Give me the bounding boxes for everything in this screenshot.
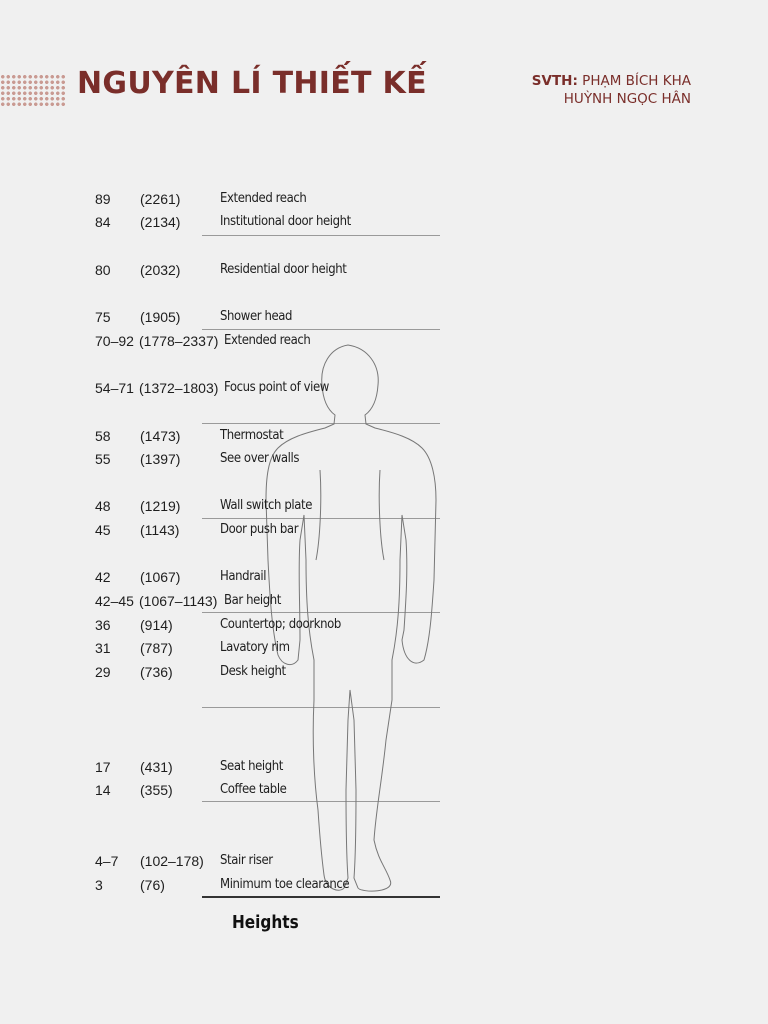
height-mm: (1372–1803)	[139, 380, 219, 396]
height-inches: 55	[95, 451, 111, 467]
height-inches: 54–71	[95, 380, 134, 396]
height-inches: 14	[95, 782, 111, 798]
height-inches: 42–45	[95, 593, 134, 609]
height-mm: (1473)	[140, 428, 181, 444]
height-label: Residential door height	[220, 262, 347, 277]
page-title: NGUYÊN LÍ THIẾT KẾ	[77, 66, 427, 101]
height-label: Stair riser	[220, 853, 273, 868]
height-inches: 48	[95, 498, 111, 514]
height-label: Extended reach	[220, 191, 307, 206]
authors-label: SVTH:	[531, 73, 578, 89]
height-inches: 89	[95, 191, 111, 207]
height-mm: (76)	[140, 877, 165, 893]
height-label: Desk height	[220, 664, 286, 679]
height-mm: (787)	[140, 640, 173, 656]
height-mm: (102–178)	[140, 853, 204, 869]
height-mm: (2134)	[140, 214, 181, 230]
height-mm: (736)	[140, 664, 173, 680]
height-label: Lavatory rim	[220, 640, 290, 655]
height-mm: (1219)	[140, 498, 181, 514]
height-inches: 29	[95, 664, 111, 680]
height-label: Extended reach	[224, 333, 311, 348]
height-label: Seat height	[220, 759, 283, 774]
height-inches: 84	[95, 214, 111, 230]
height-inches: 75	[95, 309, 111, 325]
height-inches: 36	[95, 617, 111, 633]
height-inches: 17	[95, 759, 111, 775]
height-mm: (1905)	[140, 309, 181, 325]
height-inches: 70–92	[95, 333, 134, 349]
height-label: Coffee table	[220, 782, 287, 797]
height-label: Institutional door height	[220, 214, 351, 229]
height-inches: 4–7	[95, 853, 119, 869]
height-inches: 45	[95, 522, 111, 538]
height-mm: (1778–2337)	[139, 333, 219, 349]
height-label: Minimum toe clearance	[220, 877, 350, 892]
height-label: Bar height	[224, 593, 281, 608]
height-mm: (355)	[140, 782, 173, 798]
height-mm: (914)	[140, 617, 173, 633]
height-label: Countertop; doorknob	[220, 617, 341, 632]
author-name-2: HUỲNH NGỌC HÂN	[563, 91, 691, 107]
height-mm: (2032)	[140, 262, 181, 278]
height-inches: 80	[95, 262, 111, 278]
height-label: Door push bar	[220, 522, 299, 537]
height-mm: (1067–1143)	[139, 593, 218, 609]
height-mm: (1397)	[140, 451, 181, 467]
figure-caption: Heights	[232, 912, 299, 933]
height-label: See over walls	[220, 451, 300, 466]
height-label: Wall switch plate	[220, 498, 312, 513]
height-mm: (1067)	[140, 569, 181, 585]
height-inches: 58	[95, 428, 111, 444]
height-mm: (431)	[140, 759, 173, 775]
height-mm: (2261)	[140, 191, 181, 207]
height-mm: (1143)	[140, 522, 180, 538]
height-label: Handrail	[220, 569, 267, 584]
height-label: Focus point of view	[224, 380, 329, 395]
author-name-1: PHẠM BÍCH KHA	[582, 73, 691, 89]
height-label: Shower head	[220, 309, 293, 324]
height-inches: 31	[95, 640, 111, 656]
height-label: Thermostat	[220, 428, 284, 443]
height-inches: 3	[95, 877, 103, 893]
height-inches: 42	[95, 569, 111, 585]
